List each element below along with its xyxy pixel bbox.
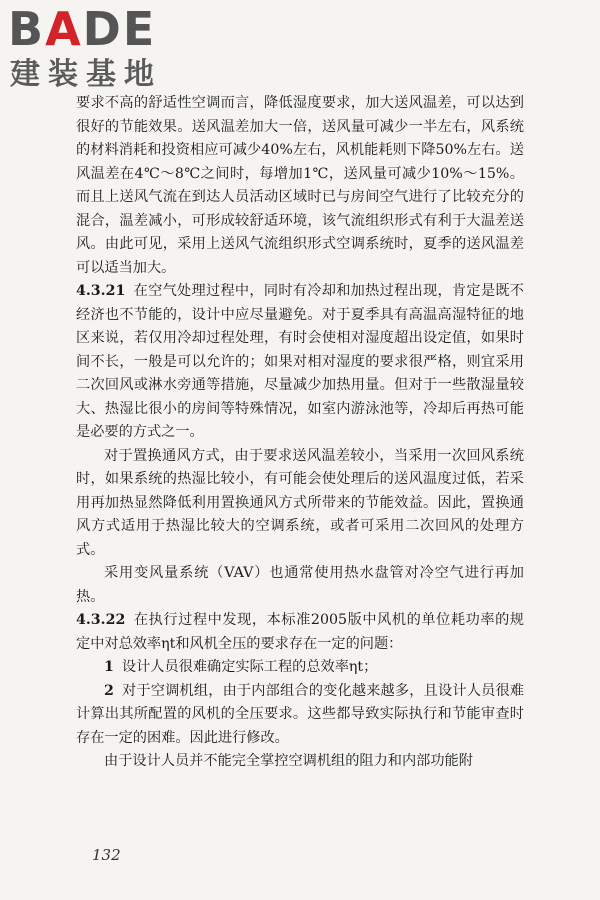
clause-number: 4.3.22 (76, 612, 126, 628)
brand-logo (8, 2, 178, 96)
paragraph-vav: 采用变风量系统（VAV）也通常使用热水盘管对冷空气进行再加热。 (76, 565, 524, 605)
clause-4-3-21: 4.3.21 在空气处理过程中，同时有冷却和加热过程出现，肯定是既不经济也不节能的，设计中应尽量避免。对于夏季具有高温高湿特征的地区来说，若仅用冷却过程处理，有时会使相对湿度超出设定值，如果时间不长，一般是可以允许的；如果对相对湿度的要求很严格，则宜采用二次回风或淋水旁通等措施，尽量减少加热用量。但对于一些散湿量较大、热湿比很小的房间等特殊情况，如室内游泳池等，冷却后再热可能是必要的方式之一。 (76, 283, 524, 440)
paragraph-continued: 要求不高的舒适性空调而言，降低湿度要求，加大送风温差，可以达到很好的节能效果。送风温差加大一倍，送风量可减少一半左右，风系统的材料消耗和投资相应可减少40%左右，风机能耗则下降50%左右。送风温差在4℃～8℃之间时，每增加1℃，送风量可减少10%～15%。而且上送风气流在到达人员活动区域时已与房间空气进行了比较充分的混合，温差减小，可形成较舒适环境，该气流组织形式有利于大温差送风。由此可见，采用上送风气流组织形式空调系统时，夏季的送风温差可以适当加大。 (76, 95, 524, 276)
clause-number: 4.3.21 (76, 283, 126, 299)
list-item: 2 对于空调机组，由于内部组合的变化越来越多，且设计人员很难计算出其所配置的风机的全压要求。这些都导致实际执行和节能审查时存在一定的困难。因此进行修改。 (76, 682, 524, 746)
brand-chinese-name: 建装基地 (10, 57, 162, 92)
brand-wordmark: BADE (8, 2, 157, 56)
paragraph-displacement-ventilation: 对于置换通风方式，由于要求送风温差较小，当采用一次回风系统时，如果系统的热湿比较小，有可能会使处理后的送风温度过低，若采用再加热显然降低利用置换通风方式所带来的节能效益。因此，置换通风方式适用于热湿比较大的空调系统，或者可采用二次回风的处理方式。 (76, 447, 524, 558)
paragraph-truncated: 由于设计人员并不能完全掌控空调机组的阻力和内部功能附 (104, 753, 473, 769)
clause-4-3-22: 4.3.22 在执行过程中发现，本标准2005版中风机的单位耗功率的规定中对总效率ηt和风机全压的要求存在一定的问题： (76, 612, 524, 652)
page-number: 132 (92, 846, 121, 864)
document-body (76, 92, 524, 774)
list-item: 1 设计人员很难确定实际工程的总效率ηt； (104, 659, 378, 675)
